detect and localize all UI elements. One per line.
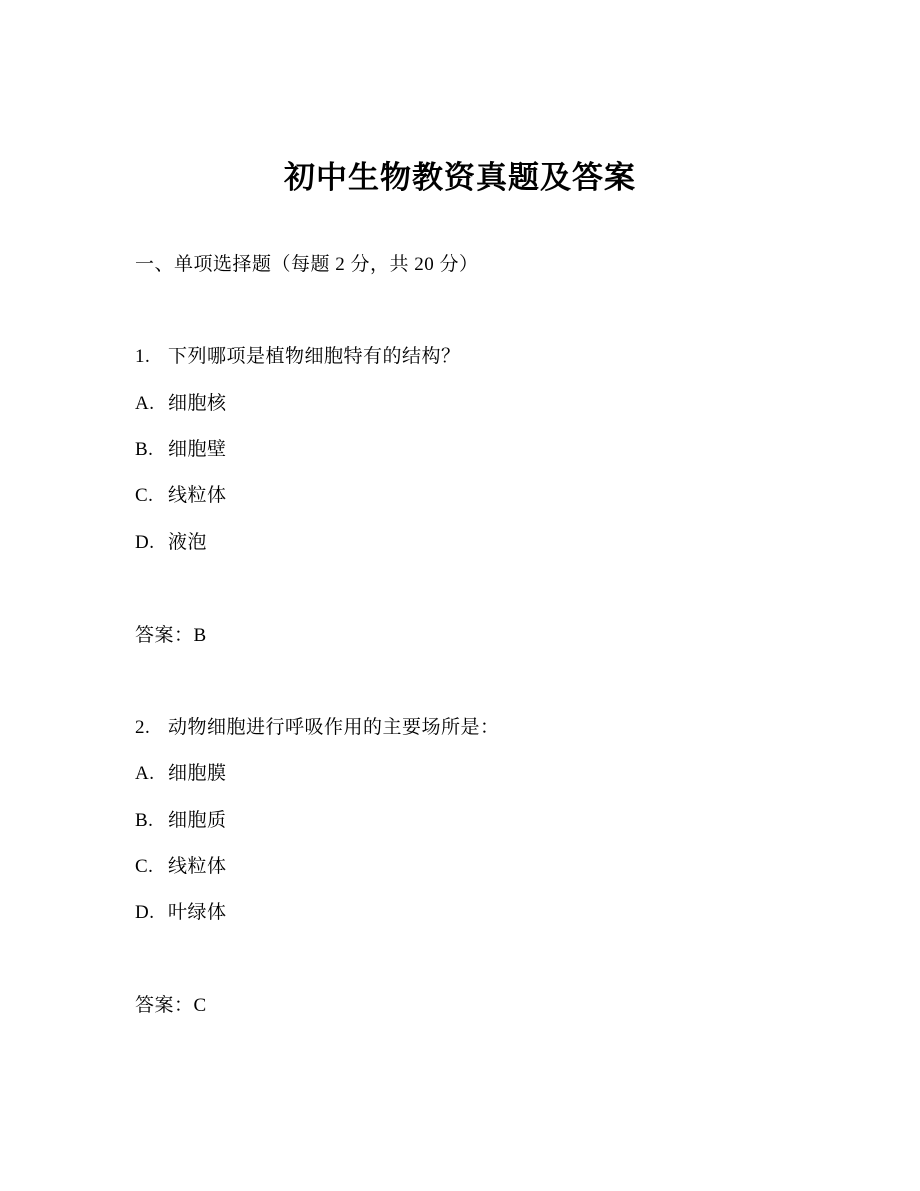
option-letter: C. [135,485,154,506]
option-text: 细胞核 [168,393,227,414]
question-2-option-b [135,808,227,834]
question-2-option-d [135,900,227,926]
question-text: 动物细胞进行呼吸作用的主要场所是： [168,717,500,738]
section-heading: 一、单项选择题（每题 2 分，共 20 分） [135,254,479,275]
option-letter: A. [135,393,155,414]
option-letter: D. [135,532,155,553]
option-text: 细胞质 [168,810,227,831]
question-1-option-c [135,483,227,509]
option-letter: D. [135,902,155,923]
question-1-answer: 答案：B [135,625,207,646]
option-text: 细胞膜 [168,763,227,784]
question-1-option-b [135,437,227,463]
question-2 [135,715,500,741]
question-2-answer: 答案：C [135,995,207,1016]
option-letter: C. [135,856,154,877]
question-number: 2. [135,717,151,738]
question-text: 下列哪项是植物细胞特有的结构？ [168,346,461,367]
page-title: 初中生物教资真题及答案 [284,160,636,196]
option-letter: A. [135,763,155,784]
option-text: 液泡 [168,532,208,553]
option-text: 线粒体 [168,856,227,877]
question-1 [135,344,461,370]
question-1-option-a [135,391,227,417]
question-1-option-d [135,530,207,556]
question-2-option-c [135,854,227,880]
option-letter: B. [135,439,154,460]
question-number: 1. [135,346,151,367]
option-text: 叶绿体 [168,902,227,923]
option-text: 线粒体 [168,485,227,506]
question-2-option-a [135,761,227,787]
option-letter: B. [135,810,154,831]
option-text: 细胞壁 [168,439,227,460]
